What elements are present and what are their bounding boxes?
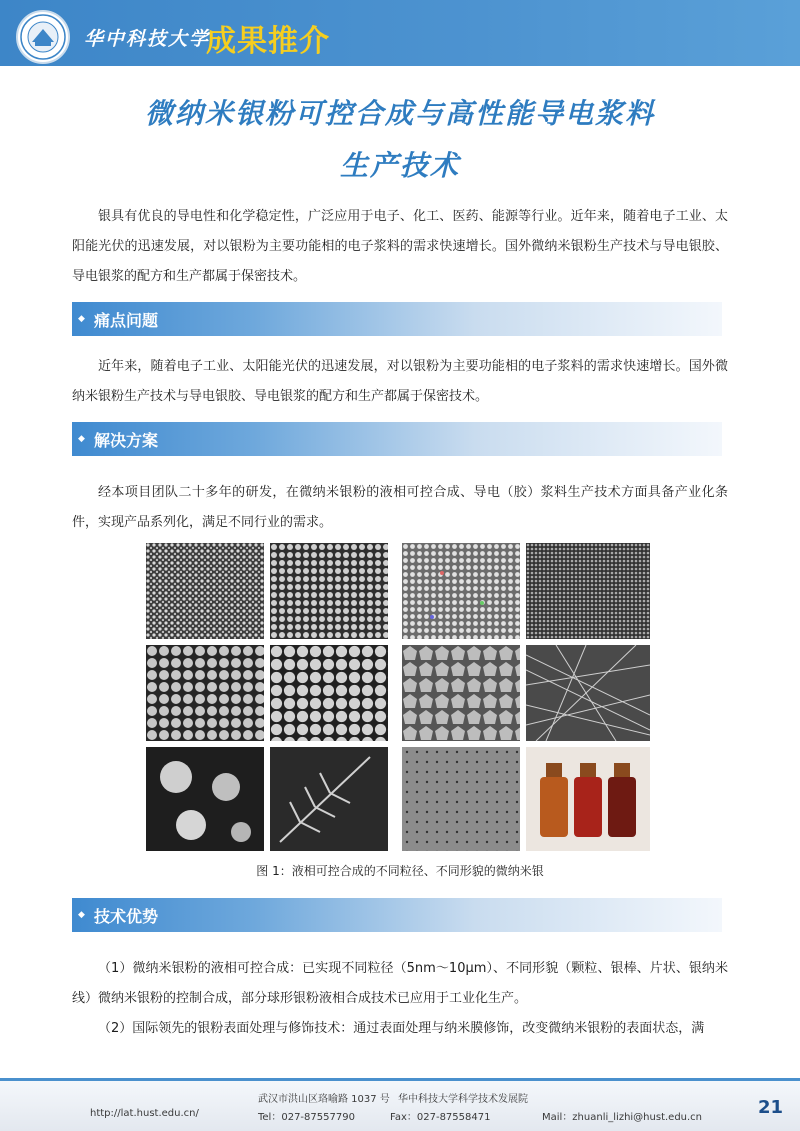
- section-title-solution: 解决方案: [94, 431, 159, 450]
- figure-caption: 图 1：液相可控合成的不同粒径、不同形貌的微纳米银: [256, 864, 544, 878]
- intro-paragraph: 银具有优良的导电性和化学稳定性，广泛应用于电子、化工、医药、能源等行业。近年来，随着电子工业、太阳能光伏的迅速发展，对以银粉为主要功能相的电子浆料的需求快速增长。国外微纳米银粉生产技术与导电银胶、导电银浆的配方和生产都属于保密技术。: [72, 209, 728, 284]
- sem-image-nano-particles-marked: [402, 543, 520, 639]
- diamond-bullet-icon: ◆: [78, 314, 85, 324]
- footer-fax: Fax：027-87558471: [390, 1112, 491, 1123]
- sem-image-aggregated-spheres: [270, 645, 388, 741]
- section-bar-pain: [72, 302, 722, 336]
- sem-image-dendritic-silver: [270, 747, 388, 851]
- sem-image-grid: [146, 543, 652, 851]
- footer-address: 武汉市洪山区珞喻路 1037 号: [258, 1094, 390, 1105]
- solution-paragraph: 经本项目团队二十多年的研发，在微纳米银粉的液相可控合成、导电（胶）浆料生产技术方面具备产业化条件，实现产品系列化，满足不同行业的需求。: [72, 485, 728, 530]
- footer-email-link[interactable]: Mail：zhuanli_lizhi@hust.edu.cn: [542, 1112, 703, 1123]
- diamond-bullet-icon: ◆: [78, 434, 85, 444]
- page-footer: [0, 1081, 800, 1131]
- page-title-line-2: 生产技术: [339, 149, 460, 182]
- sem-image-fine-particles: [146, 543, 264, 639]
- diamond-bullet-icon: ◆: [78, 910, 85, 920]
- page-title-line-1: 微纳米银粉可控合成与高性能导电浆料: [144, 97, 655, 130]
- section-title-pain: 痛点问题: [94, 311, 159, 330]
- header-university-name: 华中科技大学: [84, 28, 211, 50]
- footer-organization: 华中科技大学科学技术发展院: [398, 1094, 528, 1105]
- university-logo: [16, 10, 70, 64]
- tem-image-nanoparticles: [402, 747, 520, 851]
- sem-image-dense-nanoparticles: [526, 543, 650, 639]
- sem-image-silver-nanowires: [526, 645, 650, 741]
- footer-website-link[interactable]: http://lat.hust.edu.cn/: [90, 1108, 199, 1119]
- header-section-title: 成果推介: [206, 24, 330, 59]
- footer-telephone: Tel：027-87557790: [258, 1112, 355, 1123]
- sem-image-flower-particles: [146, 747, 264, 851]
- section-bar-solution: [72, 422, 722, 456]
- advantage-item-1: （1）微纳米银粉的液相可控合成：已实现不同粒径（5nm～10μm）、不同形貌（颗粒、银棒、片状、银纳米线）微纳米银粉的控制合成，部分球形银粉液相合成技术已应用于工业化生产。: [72, 961, 728, 1006]
- sem-image-spherical-particles: [270, 543, 388, 639]
- advantage-item-2: （2）国际领先的银粉表面处理与修饰技术：通过表面处理与纳米膜修饰，改变微纳米银粉的表面状态，满: [98, 1021, 705, 1036]
- sem-image-polyhedral-crystals: [402, 645, 520, 741]
- sem-image-large-spheres: [146, 645, 264, 741]
- section-bar-advantage: [72, 898, 722, 932]
- section-title-advantage: 技术优势: [94, 907, 159, 926]
- silver-colloid-bottles-photo: [526, 747, 650, 851]
- page-number: 21: [758, 1097, 784, 1118]
- pain-paragraph: 近年来，随着电子工业、太阳能光伏的迅速发展，对以银粉为主要功能相的电子浆料的需求快速增长。国外微纳米银粉生产技术与导电银胶、导电银浆的配方和生产都属于保密技术。: [72, 359, 728, 404]
- page-header: [0, 0, 800, 66]
